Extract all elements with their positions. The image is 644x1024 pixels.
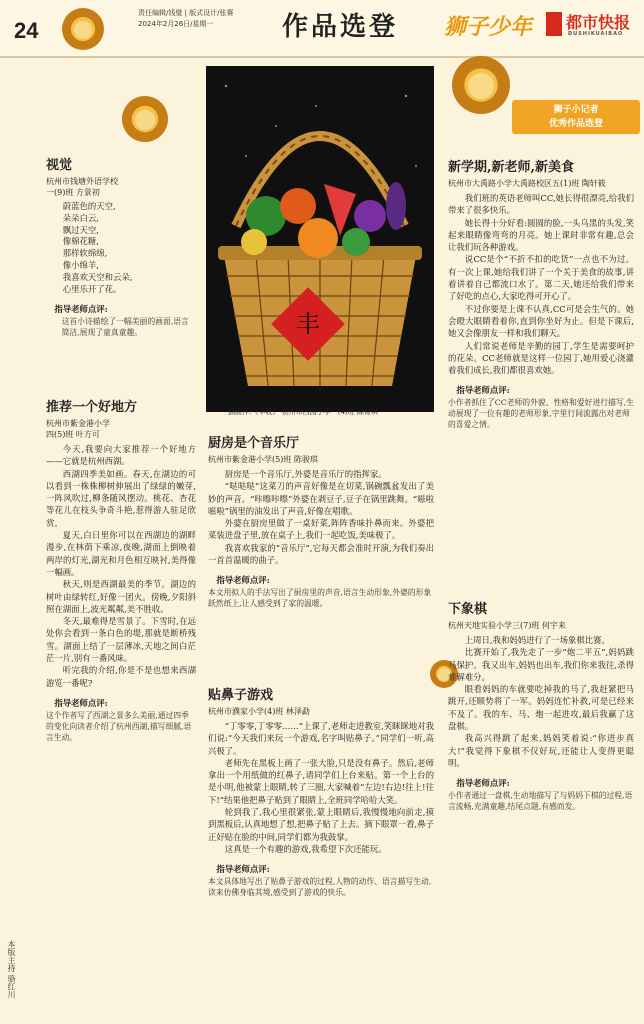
seal-character: 丰 (296, 310, 320, 338)
paragraph: 她长得十分好看:圆圆的脸,一头乌黑的头发,笑起来眼睛像弯弯的月亮。她上课时非常有趣,总会让我们玩各种游戏。 (448, 217, 634, 253)
byline (46, 418, 196, 440)
poem-line: 我喜欢天空和云朵, (62, 271, 133, 282)
article-title: 新学期,新老师,新美食 (448, 160, 575, 175)
poem-line: 心里乐开了花。 (62, 283, 122, 294)
lion-mascot-icon (452, 56, 510, 114)
basket-illustration (206, 66, 434, 412)
teacher-note-title: 指导老师点评: (216, 864, 270, 875)
poem-line: 像棉花糖, (62, 236, 99, 247)
byline: 杭州市濮家小学(4)班 林泽勐 (208, 707, 310, 716)
paragraph: 我高兴得跳了起来,妈妈笑着说:“你进步真大!”我觉得下象棋不仅好玩,还能让人变得更聪明。 (448, 733, 634, 768)
poem-body (46, 201, 196, 295)
paragraph: 说CC是个“不折不扣的吃货”一点也不为过。有一次上课,她给我们讲了一个关于美食的故事,讲着讲着自己都流口水了。第二天,她还给我们带来了好吃的点心,大家吃得可开心了。 (448, 254, 634, 302)
paragraph: 这真是一个有趣的游戏,我希望下次还能玩。 (224, 843, 387, 854)
byline (46, 176, 196, 198)
article-hometown (46, 400, 196, 743)
header-meta (138, 8, 234, 30)
paragraph: 冬天,最难得是雪景了。下雪时,在远处你会看到一条白色的堤,那就是断桥残雪。湖面上结了一层薄冰,天地之间白茫茫一片,别有一番风味。 (46, 616, 196, 664)
article-title: 推荐一个好地方 (46, 400, 138, 415)
paragraph: 眼看妈妈的车就要吃掉我的马了,我赶紧把马跳开,还顺势将了一军。妈妈连忙补救,可是已经来不及了。我的车、马、炮一起进攻,最后我赢了这盘棋。 (448, 684, 634, 732)
brand-mark-icon (546, 12, 562, 36)
banner-line-1: 狮子小记者 (553, 105, 599, 115)
date-line: 2024年2月26日/星期一 (138, 20, 214, 28)
teacher-note: 本文用拟人的手法写出了厨房里的声音,语言生动形象,外婆的形象跃然纸上,让人感受到了家的温暖。 (208, 588, 432, 609)
artwork-caption: 插画作:《丰收》 杭州市西园小学一(4)班 陈诗琪 (228, 408, 378, 416)
teacher-note: 这个作者写了西湖之景多么美丽,通过四季的变化向读者介绍了杭州西湖,描写细腻,语言生动。 (46, 710, 192, 742)
article-kitchen (208, 436, 434, 609)
section-title: 作品选登 (282, 12, 399, 42)
teacher-note-title: 指导老师点评: (456, 778, 510, 789)
teacher-note-title: 指导老师点评: (54, 697, 108, 708)
paragraph: 听完我的介绍,你是不是也想来西湖游览一番呢? (46, 665, 196, 688)
school: 杭州市钱塘外语学校 (46, 177, 118, 186)
page-number: 24 (14, 18, 39, 43)
article-shijue (46, 158, 196, 338)
lion-mascot-icon (122, 96, 168, 142)
author: 一(9)班 方景初 (46, 188, 100, 197)
school: 杭州市紫金港小学 (46, 419, 110, 428)
poem-line: 像小绵羊, (62, 259, 99, 270)
paragraph: 上周日,我和妈妈进行了一场象棋比赛。 (464, 635, 610, 645)
article-chess (448, 602, 634, 812)
paragraph: 老师先在黑板上画了一张大脸,只是没有鼻子。然后,老师拿出一个用纸做的红鼻子,请同学们上台来贴。第一个上台的是小明,他被蒙上眼睛,转了三圈,大家喊着“左边!右边!往上!往下!”结果他把鼻子贴到了眼睛上,全班同学哈哈大笑。 (208, 757, 434, 805)
paragraph: 厨房是一个音乐厅,外婆是音乐厅的指挥家。 (224, 469, 387, 479)
byline: 杭州天地实验小学三(7)班 何宇来 (448, 621, 566, 630)
brand-logo (546, 12, 642, 40)
paragraph: “哒哒哒”这菜刀的声音好像是在切菜,锅碗瓢盆发出了美妙的声音。“咔嚓咔嚓”外婆在剥豆子,豆子在锅里跳舞。“嗞啦嗞啦”锅里的油发出了声音,好像在唱歌。 (208, 481, 434, 516)
paragraph: 外婆在厨房里做了一桌好菜,阵阵香味扑鼻而来。外婆把菜装进盘子里,放在桌子上,我们一起吃饭,美味极了。 (208, 518, 434, 541)
paragraph: 秋天,则是西湖最美的季节。湖边的树叶由绿转红,好像一团火。傍晚,夕阳斜照在湖面上,波光粼粼,美不胜收。 (46, 579, 196, 614)
poem-line: 飘过天空, (62, 224, 99, 235)
article-title: 视觉 (46, 158, 73, 173)
column-banner (512, 100, 640, 134)
poem-line: 那样软绵绵, (62, 248, 108, 259)
teacher-note: 小作者抓住了CC老师的外貌、性格和爱好进行描写,生动展现了一位有趣的老师形象,字里行间流露出对老师的喜爱之情。 (448, 398, 634, 430)
teacher-note-title: 指导老师点评: (216, 575, 270, 586)
artwork-harvest (206, 66, 434, 412)
teacher-note-title: 指导老师点评: (54, 304, 108, 315)
byline: 杭州市紫金港小学(5)班 陈骏琪 (208, 455, 318, 464)
banner-line-2: 优秀作品选登 (548, 119, 603, 129)
lion-mascot-icon (62, 8, 104, 50)
paragraph: 我喜欢我家的“音乐厅”,它每天都会准时开演,为我们奏出一首首温暖的曲子。 (208, 542, 434, 566)
paragraph: 西湖四季美如画。春天,在湖边的可以看到一株株柳树伸展出了绿绿的嫩芽,一阵风吹过,柳条随风摆动。桃花、杏花等花儿在枝头争奇斗艳,惹得游人驻足欣赏。 (46, 468, 196, 528)
teacher-note: 小作者通过一盘棋,生动地描写了与妈妈下棋的过程,语言流畅,充满童趣,结尾点题,有感而发。 (448, 791, 633, 812)
paragraph: 夏天,白日里你可以在西湖边的湖畔漫步,在林荫下乘凉,夜晚,湖面上倒映着两岸的灯光,湖光和月色相互映衬,美得像一幅画。 (46, 530, 196, 577)
paragraph: 轮到我了,我心里很紧张,蒙上眼睛后,我慢慢地向前走,摸到黑板后,认真地想了想,把鼻子贴了上去。摘下眼罩一看,鼻子正好贴在脸的中间,同学们都为我鼓掌。 (208, 807, 434, 842)
side-credit: 本版主持 骆红川 (7, 940, 16, 999)
article-nose (208, 688, 434, 898)
article-title: 贴鼻子游戏 (208, 688, 274, 703)
header-rule (0, 56, 644, 58)
teacher-note: 这首小诗描绘了一幅美丽的画面,语言简洁,展现了童真童趣。 (61, 317, 189, 338)
paragraph: 不过你要是上课不认真,CC可是会生气的。她会瞪大眼睛看着你,直到你坐好为止。但是下课后,她又会像朋友一样和我们聊天。 (448, 303, 634, 339)
brand-name: 都市快报 (566, 13, 631, 32)
editor-line: 责任编辑/钱璧 | 版式设计/张赛 (138, 9, 234, 17)
paragraph: 人们常说老师是辛勤的园丁,学生是需要呵护的花朵。CC老师就是这样一位园丁,她用爱心浇灌着我们成长,我们都很喜欢她。 (448, 340, 634, 376)
teacher-note: 本文具体地写出了贴鼻子游戏的过程,人物的动作、语言描写生动,读来仿佛身临其境,感受到了游戏的快乐。 (208, 877, 432, 898)
byline: 杭州市大禹路小学大禹路校区五(1)班 陶轩筱 (448, 179, 606, 188)
poem-line: 蔚蓝色的天空, (62, 201, 116, 211)
article-title: 下象棋 (448, 602, 488, 617)
paragraph: 今天,我要向大家推荐一个好地方——它就是杭州西湖。 (46, 444, 196, 467)
brand-sub: DUSHIKUAIBAO (568, 31, 624, 37)
article-title: 厨房是个音乐厅 (208, 436, 300, 451)
author: 四(5)班 叶方可 (46, 430, 100, 439)
paragraph: “丁零零,丁零零……”上课了,老师走进教室,笑眯眯地对我们说:“今天我们来玩一个游戏,名字叫贴鼻子。”同学们一听,高兴极了。 (208, 721, 434, 756)
page-header (0, 0, 644, 56)
paragraph: 我们班的英语老师叫CC,她长得很漂亮,给我们带来了很多快乐。 (448, 193, 634, 216)
paragraph: 比赛开始了,我先走了一步“炮二平五”,妈妈跳马保护。我又出车,妈妈也出车,我们你来我往,杀得难解难分。 (448, 647, 634, 682)
teacher-note-title: 指导老师点评: (456, 385, 510, 396)
article-newterm (448, 160, 634, 430)
column-logo: 狮子少年 (444, 15, 533, 40)
poem-line: 朵朵白云, (62, 212, 99, 223)
